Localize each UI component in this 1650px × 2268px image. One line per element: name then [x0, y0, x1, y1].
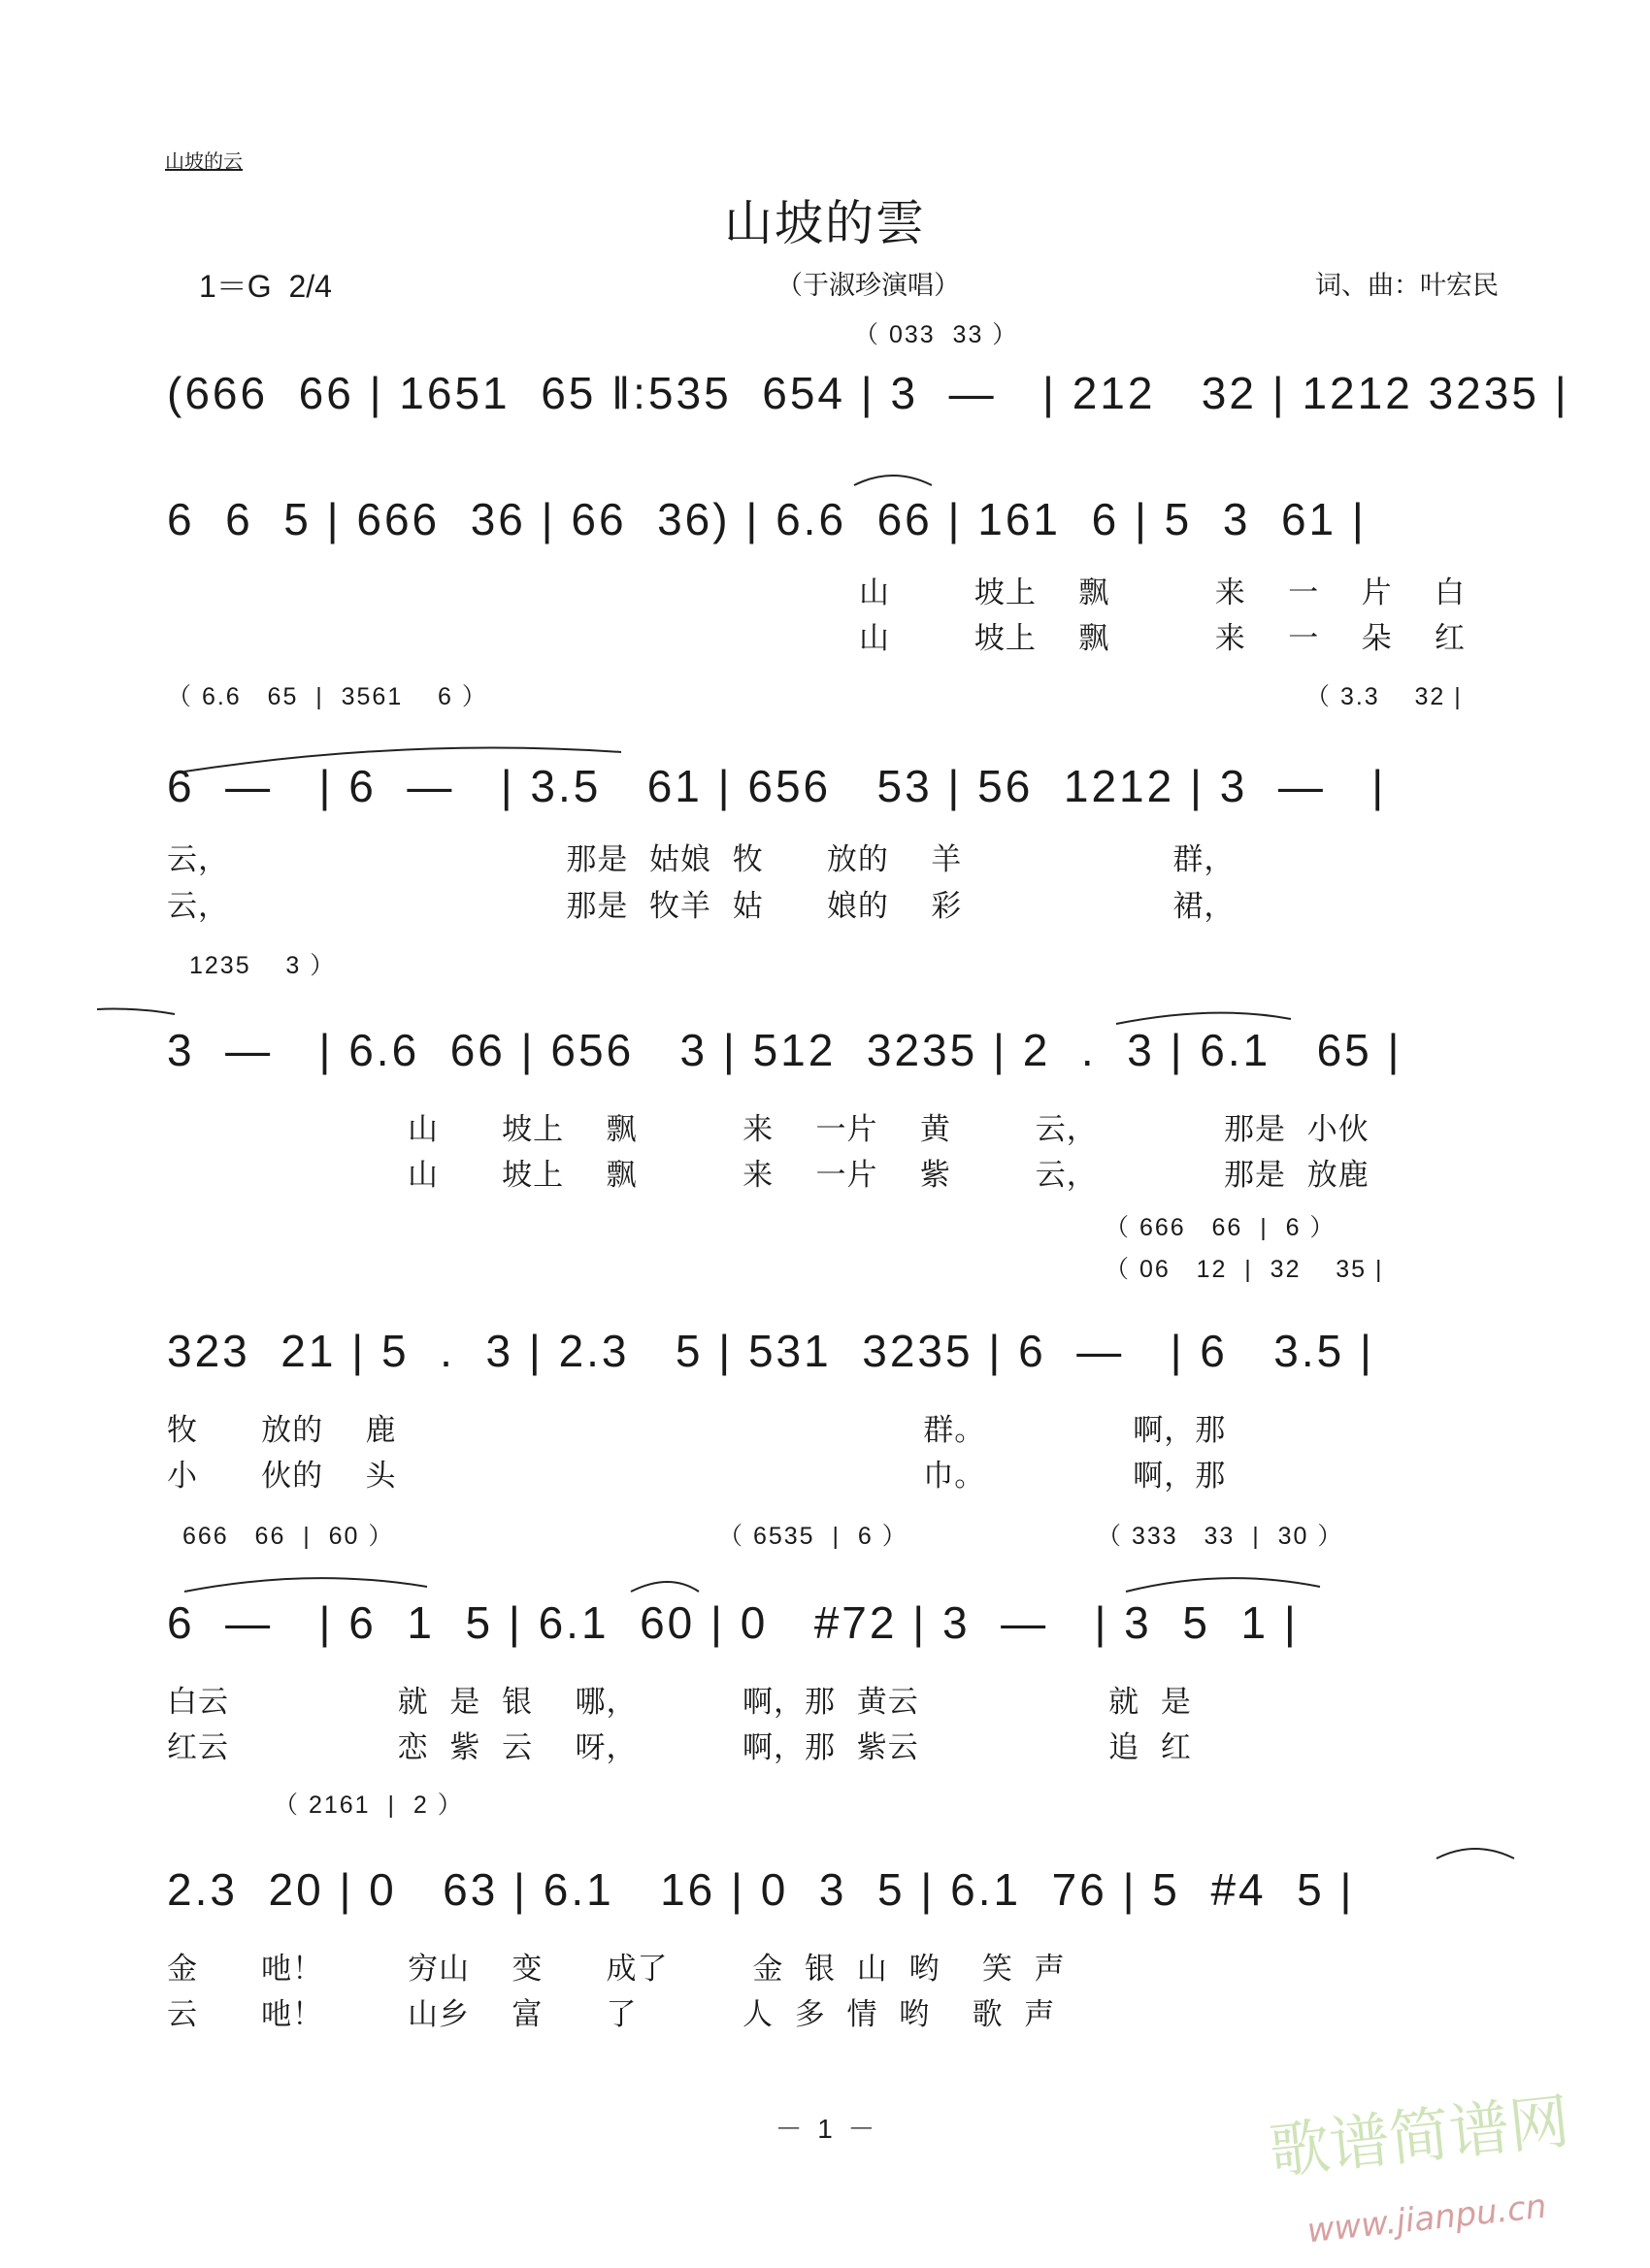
watermark-url: www.jianpu.cn — [1304, 2186, 1549, 2252]
key-signature: 1＝G 2/4 — [199, 269, 332, 304]
accompaniment-line: （ 666 66 | 6 ） — [1105, 1214, 1336, 1241]
notation-line: (666 66 | 1651 65 ‖:535 654 | 3 — | 212 32 | 1212 3235 | — [167, 368, 1569, 418]
accompaniment-line: （ 333 33 | 30 ） — [1097, 1523, 1344, 1550]
notation-line: 2.3 20 | 0 63 | 6.1 16 | 0 3 5 | 6.1 76 | 5 #4 5 | — [167, 1864, 1355, 1915]
notation-line: 6 — | 6 — | 3.5 61 | 656 53 | 56 1212 | 3 — | — [167, 761, 1387, 811]
lyric-line: 山 坡上 飘 来 一片 黄 云， 那是 小伙 — [408, 1112, 1370, 1147]
accompaniment-line: 666 66 | 60 ） — [182, 1523, 395, 1550]
lyric-line: 云， 那是 牧羊 姑 娘的 彩 裙， — [167, 889, 1236, 924]
notation-line: 323 21 | 5 . 3 | 2.3 5 | 531 3235 | 6 — | 6 3.5 | — [167, 1326, 1374, 1376]
lyric-line: 白云 就 是 银 哪， 啊，那 黄云 就 是 — [167, 1685, 1192, 1720]
accompaniment-line: （ 6535 | 6 ） — [718, 1523, 908, 1550]
singer-credit: （于淑珍演唱） — [776, 271, 960, 301]
accompaniment-line: （ 033 33 ） — [854, 321, 1019, 348]
notation-line: 6 6 5 | 666 36 | 66 36) | 6.6 66 | 161 6 | 5 3 61 | — [167, 494, 1367, 544]
accompaniment-line: （ 06 12 | 32 35 | — [1105, 1256, 1384, 1283]
accompaniment-line: （ 6.6 65 | 3561 6 ） — [167, 683, 488, 710]
notation-line: 3 — | 6.6 66 | 656 3 | 512 3235 | 2 . 3 | 6.1 65 | — [167, 1025, 1402, 1075]
notation-line: 6 — | 6 1 5 | 6.1 60 | 0 #72 | 3 — | 3 5 1 | — [167, 1597, 1299, 1648]
author-credit: 词、曲：叶宏民 — [1315, 271, 1499, 301]
site-watermark — [1262, 2062, 1631, 2256]
accompaniment-line: （ 2161 | 2 ） — [274, 1791, 464, 1819]
lyric-line: 红云 恋 紫 云 呀， 啊，那 紫云 追 红 — [167, 1730, 1192, 1765]
lyric-line: 金 吔！ 穷山 变 成了 金 银 山 哟 笑 声 — [167, 1952, 1066, 1987]
lyric-line: 山 坡上 飘 来 一 片 白 — [859, 575, 1467, 610]
page-number: － 1 － — [775, 2114, 875, 2144]
lyric-line: 山 坡上 飘 来 一片 紫 云， 那是 放鹿 — [408, 1158, 1370, 1193]
watermark-title: 歌谱简谱网 — [1266, 2085, 1573, 2187]
accompaniment-line: （ 3.3 32 | — [1305, 683, 1463, 710]
lyric-line: 山 坡上 飘 来 一 朵 红 — [859, 621, 1467, 656]
corner-title: 山坡的云 — [165, 149, 243, 173]
lyric-line: 云， 那是 姑娘 牧 放的 羊 群， — [167, 842, 1236, 877]
lyric-line: 小 伙的 头 巾。 啊，那 — [167, 1459, 1227, 1494]
accompaniment-line: 1235 3 ） — [189, 952, 337, 979]
lyric-line: 云 吔！ 山乡 富 了 人 多 情 哟 歌 声 — [167, 1997, 1056, 2032]
page-title: 山坡的雲 — [724, 195, 926, 251]
lyric-line: 牧 放的 鹿 群。 啊，那 — [167, 1413, 1227, 1448]
